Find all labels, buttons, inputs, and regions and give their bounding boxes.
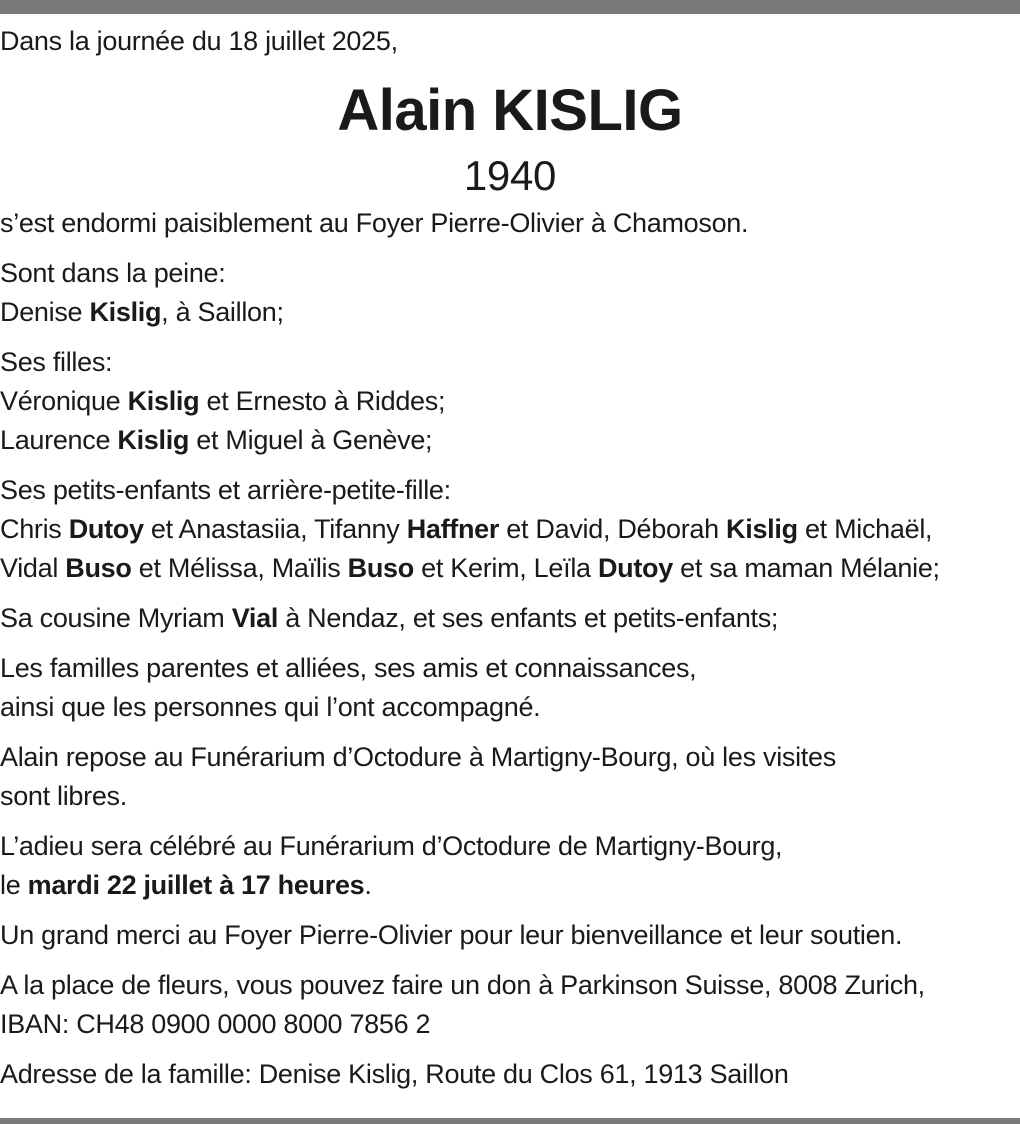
announcement-line: s’est endormi paisiblement au Foyer Pierre-Olivier à Chamoson. — [0, 208, 749, 238]
ceremony-datetime-line: le mardi 22 juillet à 17 heures. — [0, 870, 372, 900]
obituary-notice — [0, 22, 1020, 1094]
daughters-section — [0, 343, 1020, 460]
families-line: ainsi que les personnes qui l’ont accompagné. — [0, 692, 541, 722]
ceremony-section — [0, 827, 1020, 905]
bold-name: Vial — [231, 603, 279, 633]
cousin-line: Sa cousine Myriam Vial à Nendaz, et ses enfants et petits-enfants; — [0, 603, 779, 633]
iban-line: IBAN: CH48 0900 0000 8000 7856 2 — [0, 1009, 431, 1039]
bold-name: mardi 22 juillet à 17 heures — [27, 870, 365, 900]
grandchildren-line: Vidal Buso et Mélissa, Maïlis Buso et Kerim, Leïla Dutoy et sa maman Mélanie; — [0, 553, 940, 583]
bold-name: Kislig — [117, 425, 190, 455]
families-line: Les familles parentes et alliées, ses amis et connaissances, — [0, 653, 697, 683]
grandchildren-line: Chris Dutoy et Anastasiia, Tifanny Haffner et David, Déborah Kislig et Michaël, — [0, 514, 933, 544]
bold-name: Dutoy — [597, 553, 673, 583]
bold-name: Kislig — [726, 514, 798, 544]
bold-name: Haffner — [406, 514, 500, 544]
grandchildren-heading: Ses petits-enfants et arrière-petite-fille: — [0, 475, 451, 505]
thanks-line: Un grand merci au Foyer Pierre-Olivier pour leur bienveillance et leur soutien. — [0, 920, 903, 950]
families-section — [0, 649, 1020, 727]
rest-place-line: sont libres. — [0, 781, 127, 811]
spouse-heading: Sont dans la peine: — [0, 258, 226, 288]
donation-line: A la place de fleurs, vous pouvez faire un don à Parkinson Suisse, 8008 Zurich, — [0, 970, 925, 1000]
daughters-heading: Ses filles: — [0, 347, 113, 377]
ceremony-line: L’adieu sera célébré au Funérarium d’Octodure de Martigny-Bourg, — [0, 831, 783, 861]
bold-name: Kislig — [127, 386, 200, 416]
top-rule — [0, 0, 1020, 14]
daughter-line: Véronique Kislig et Ernesto à Riddes; — [0, 386, 446, 416]
bottom-rule — [0, 1118, 1020, 1124]
spouse-section — [0, 254, 1020, 332]
intro-line: Dans la journée du 18 juillet 2025, — [0, 26, 398, 56]
deceased-name: Alain KISLIG — [337, 78, 683, 143]
bold-name: Buso — [347, 553, 414, 583]
bold-name: Dutoy — [68, 514, 144, 544]
donation-section — [0, 966, 1020, 1044]
spouse-line: Denise Kislig, à Saillon; — [0, 297, 284, 327]
bold-name: Kislig — [89, 297, 162, 327]
rest-place-section — [0, 738, 1020, 816]
family-address-line: Adresse de la famille: Denise Kislig, Route du Clos 61, 1913 Saillon — [0, 1059, 789, 1089]
daughter-line: Laurence Kislig et Miguel à Genève; — [0, 425, 433, 455]
grandchildren-section — [0, 471, 1020, 588]
birth-year: 1940 — [463, 152, 557, 199]
bold-name: Buso — [65, 553, 132, 583]
rest-place-line: Alain repose au Funérarium d’Octodure à Martigny-Bourg, où les visites — [0, 742, 836, 772]
